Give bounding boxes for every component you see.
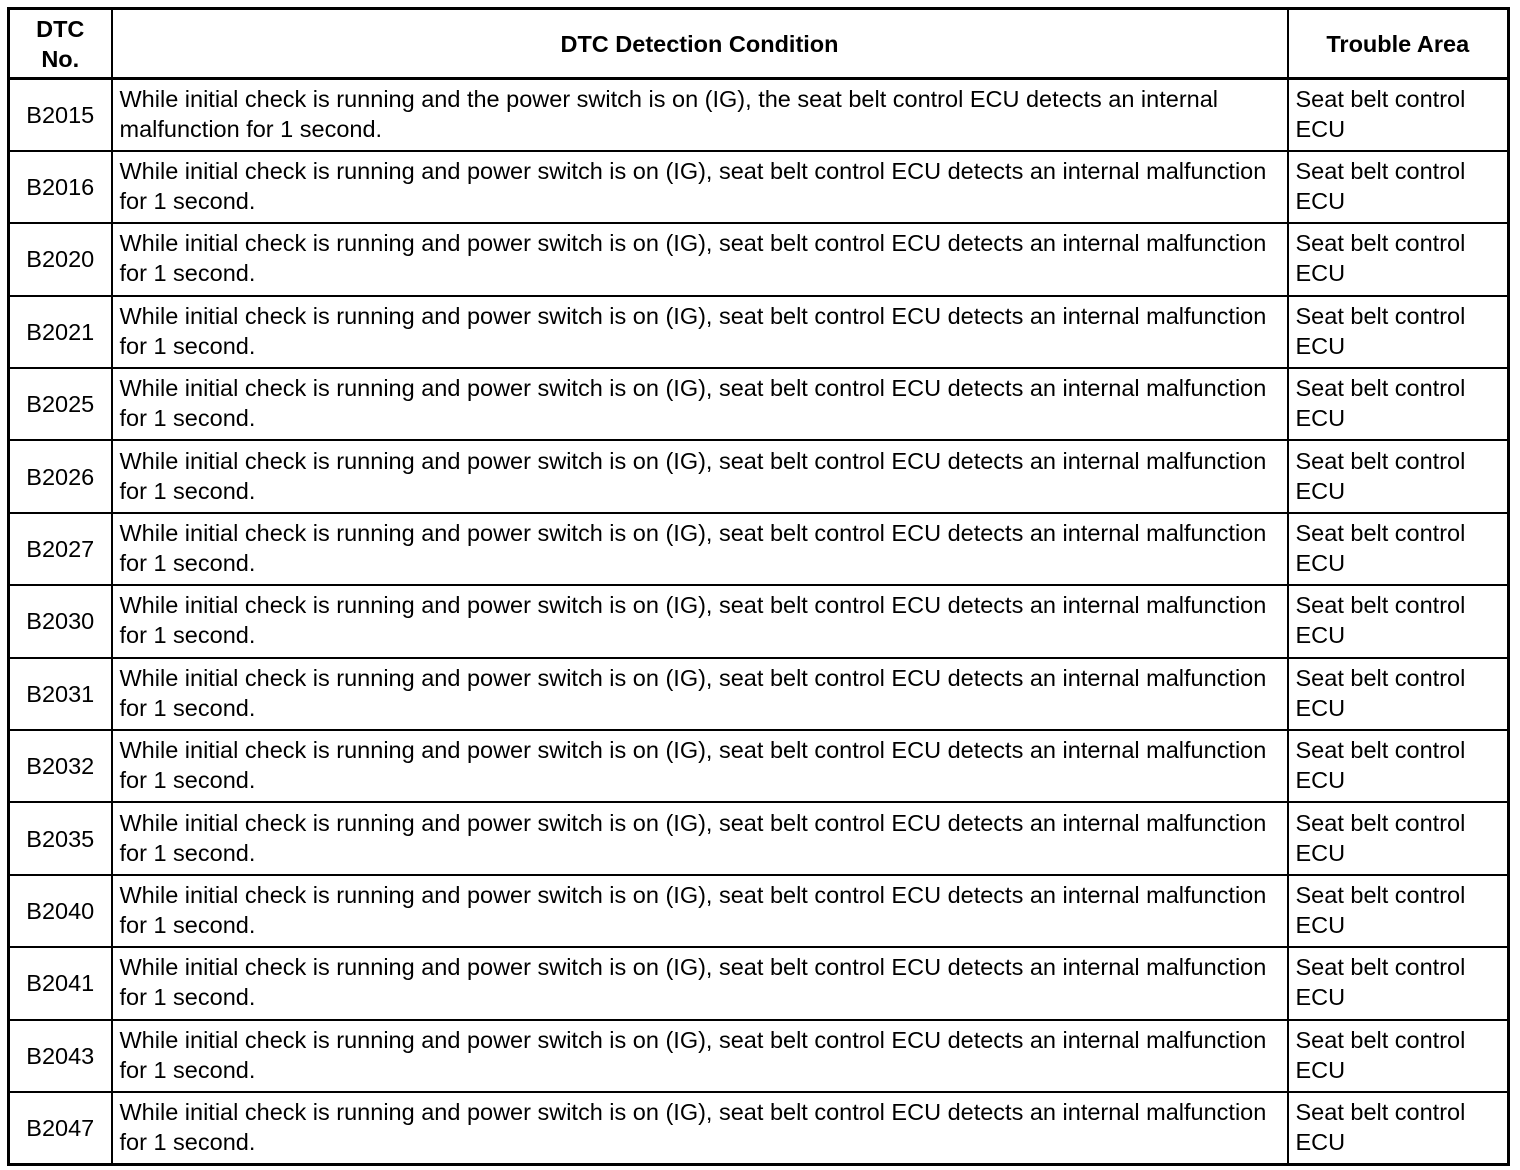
table-row — [9, 151, 1509, 223]
dtc-code-cell: B2041 — [9, 947, 112, 1019]
table-row — [9, 730, 1509, 802]
detection-condition-cell: While initial check is running and power switch is on (IG), seat belt control ECU detects an internal malfunction for 1 second. — [112, 585, 1288, 657]
table-row — [9, 440, 1509, 512]
dtc-code-cell: B2015 — [9, 79, 112, 151]
dtc-code-cell: B2035 — [9, 802, 112, 874]
detection-condition-cell: While initial check is running and power switch is on (IG), seat belt control ECU detects an internal malfunction for 1 second. — [112, 151, 1288, 223]
trouble-area-cell: Seat belt control ECU — [1288, 585, 1509, 657]
dtc-code-cell: B2032 — [9, 730, 112, 802]
detection-condition-cell: While initial check is running and the power switch is on (IG), the seat belt control ECU detects an internal malfunction for 1 second. — [112, 79, 1288, 151]
trouble-area-cell: Seat belt control ECU — [1288, 1020, 1509, 1092]
table-row — [9, 658, 1509, 730]
dtc-code-cell: B2040 — [9, 875, 112, 947]
trouble-area-cell: Seat belt control ECU — [1288, 151, 1509, 223]
trouble-area-cell: Seat belt control ECU — [1288, 875, 1509, 947]
detection-condition-cell: While initial check is running and power switch is on (IG), seat belt control ECU detects an internal malfunction for 1 second. — [112, 658, 1288, 730]
trouble-area-cell: Seat belt control ECU — [1288, 658, 1509, 730]
trouble-area-cell: Seat belt control ECU — [1288, 730, 1509, 802]
table-row — [9, 296, 1509, 368]
dtc-table — [7, 7, 1510, 1166]
detection-condition-cell: While initial check is running and power switch is on (IG), seat belt control ECU detects an internal malfunction for 1 second. — [112, 875, 1288, 947]
dtc-code-cell: B2020 — [9, 223, 112, 295]
table-row — [9, 79, 1509, 151]
trouble-area-cell: Seat belt control ECU — [1288, 513, 1509, 585]
table-row — [9, 223, 1509, 295]
dtc-code-cell: B2043 — [9, 1020, 112, 1092]
dtc-code-cell: B2021 — [9, 296, 112, 368]
table-row — [9, 947, 1509, 1019]
table-row — [9, 1092, 1509, 1164]
trouble-area-cell: Seat belt control ECU — [1288, 223, 1509, 295]
header-trouble-area: Trouble Area — [1288, 9, 1509, 79]
detection-condition-cell: While initial check is running and power switch is on (IG), seat belt control ECU detects an internal malfunction for 1 second. — [112, 368, 1288, 440]
table-row — [9, 802, 1509, 874]
table-row — [9, 1020, 1509, 1092]
header-row — [9, 9, 1509, 79]
header-dtc-no-line1: DTC — [36, 15, 85, 42]
trouble-area-cell: Seat belt control ECU — [1288, 1092, 1509, 1164]
table-row — [9, 585, 1509, 657]
trouble-area-cell: Seat belt control ECU — [1288, 440, 1509, 512]
detection-condition-cell: While initial check is running and power switch is on (IG), seat belt control ECU detects an internal malfunction for 1 second. — [112, 802, 1288, 874]
table-row — [9, 513, 1509, 585]
detection-condition-cell: While initial check is running and power switch is on (IG), seat belt control ECU detects an internal malfunction for 1 second. — [112, 440, 1288, 512]
trouble-area-cell: Seat belt control ECU — [1288, 947, 1509, 1019]
trouble-area-cell: Seat belt control ECU — [1288, 368, 1509, 440]
header-dtc-no-line2: No. — [41, 45, 80, 72]
detection-condition-cell: While initial check is running and power switch is on (IG), seat belt control ECU detects an internal malfunction for 1 second. — [112, 296, 1288, 368]
dtc-code-cell: B2027 — [9, 513, 112, 585]
dtc-code-cell: B2016 — [9, 151, 112, 223]
trouble-area-cell: Seat belt control ECU — [1288, 802, 1509, 874]
detection-condition-cell: While initial check is running and power switch is on (IG), seat belt control ECU detects an internal malfunction for 1 second. — [112, 730, 1288, 802]
dtc-code-cell: B2030 — [9, 585, 112, 657]
detection-condition-cell: While initial check is running and power switch is on (IG), seat belt control ECU detects an internal malfunction for 1 second. — [112, 513, 1288, 585]
table-header — [9, 9, 1509, 79]
header-detection-condition: DTC Detection Condition — [112, 9, 1288, 79]
trouble-area-cell: Seat belt control ECU — [1288, 79, 1509, 151]
detection-condition-cell: While initial check is running and power switch is on (IG), seat belt control ECU detects an internal malfunction for 1 second. — [112, 947, 1288, 1019]
table-row — [9, 875, 1509, 947]
trouble-area-cell: Seat belt control ECU — [1288, 296, 1509, 368]
dtc-code-cell: B2031 — [9, 658, 112, 730]
table-row — [9, 368, 1509, 440]
detection-condition-cell: While initial check is running and power switch is on (IG), seat belt control ECU detects an internal malfunction for 1 second. — [112, 223, 1288, 295]
detection-condition-cell: While initial check is running and power switch is on (IG), seat belt control ECU detects an internal malfunction for 1 second. — [112, 1092, 1288, 1164]
dtc-code-cell: B2047 — [9, 1092, 112, 1164]
header-dtc-no — [9, 9, 112, 79]
detection-condition-cell: While initial check is running and power switch is on (IG), seat belt control ECU detects an internal malfunction for 1 second. — [112, 1020, 1288, 1092]
table-body — [9, 79, 1509, 1165]
dtc-code-cell: B2025 — [9, 368, 112, 440]
dtc-code-cell: B2026 — [9, 440, 112, 512]
